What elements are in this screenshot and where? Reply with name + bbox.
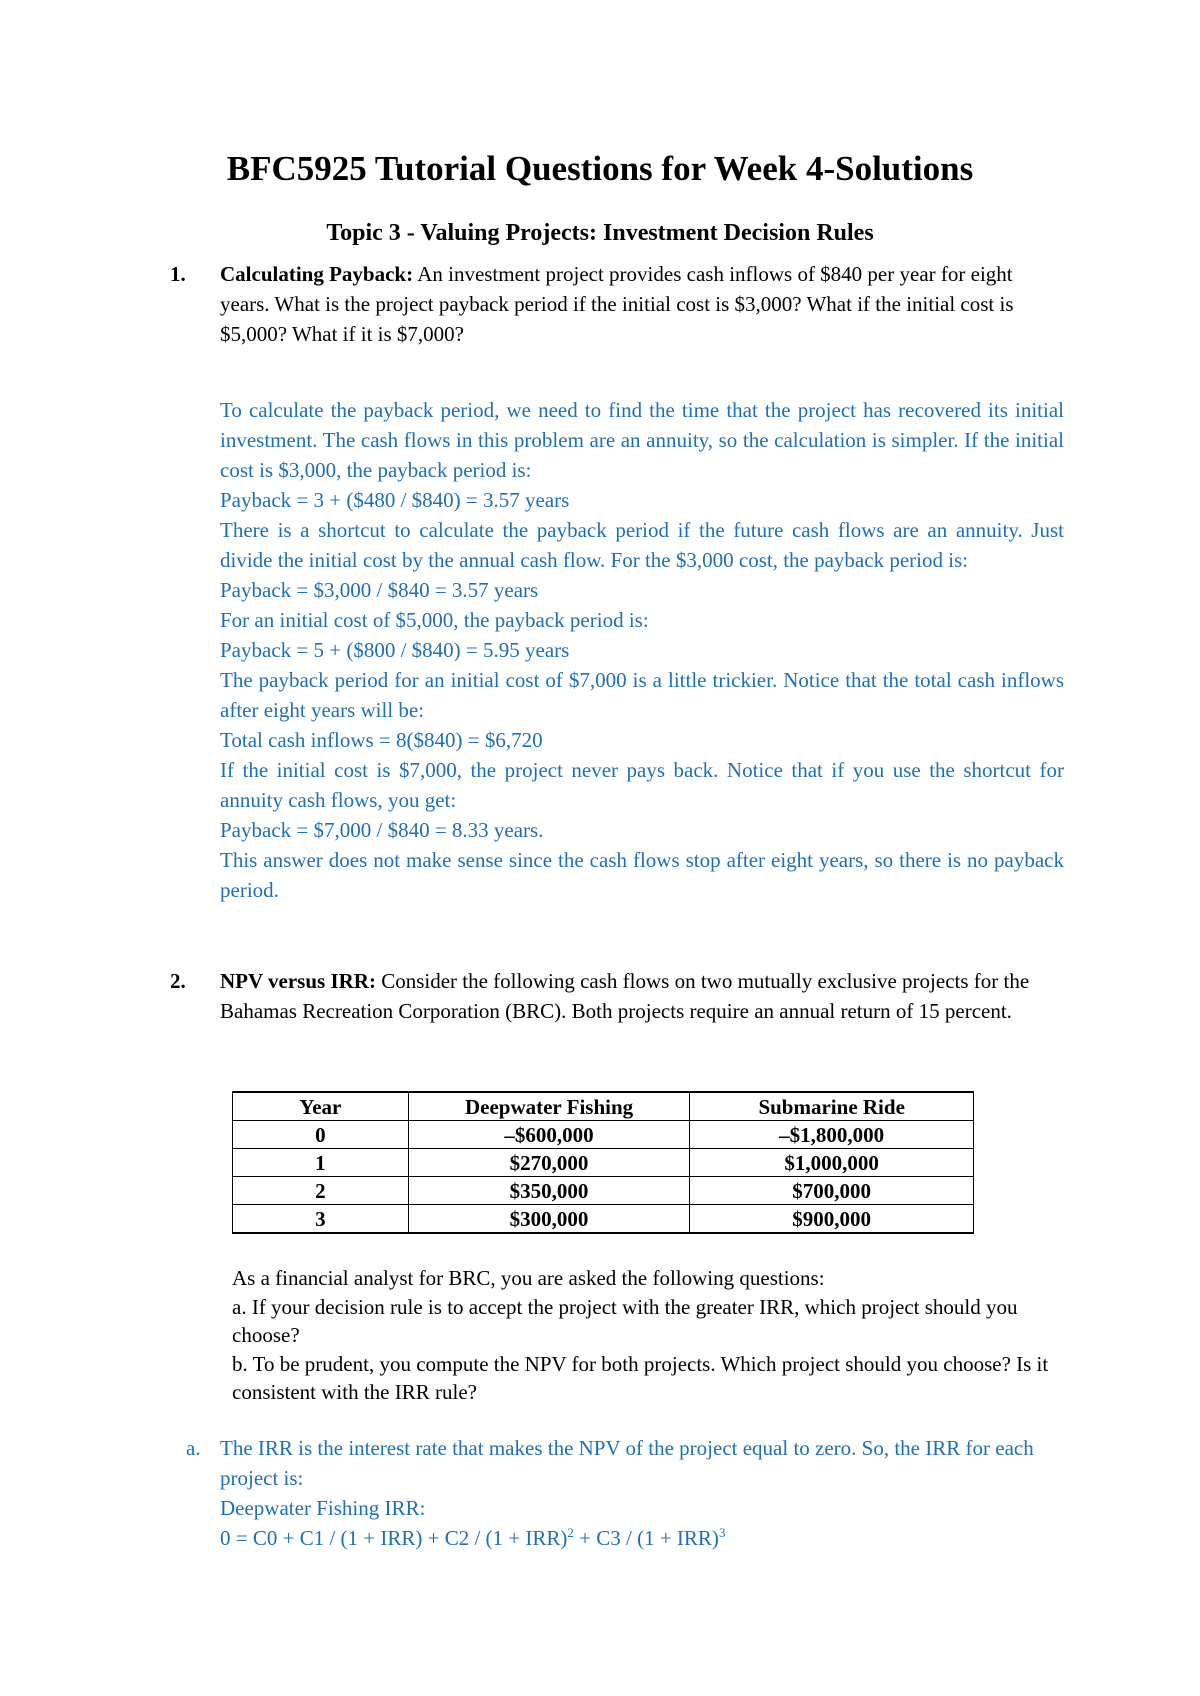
answer-formula: Payback = 3 + ($480 / $840) = 3.57 years [220, 488, 570, 512]
irr-formula [220, 1523, 1066, 1553]
table-row [233, 1205, 974, 1234]
answer-formula: Payback = $3,000 / $840 = 3.57 years [220, 578, 539, 602]
question-2-prompts [232, 1264, 1072, 1407]
table-row [233, 1177, 974, 1205]
answer-paragraph: If the initial cost is $7,000, the project never pays back. Notice that if you use the shortcut for annuity cash flows, you get: [220, 758, 1064, 812]
answer-paragraph: This answer does not make sense since the cash flows stop after eight years, so there is no payback period. [220, 848, 1064, 902]
table-cell: 1 [233, 1149, 409, 1177]
answer-paragraph: For an initial cost of $5,000, the payback period is: [220, 608, 649, 632]
table-cell: 2 [233, 1177, 409, 1205]
question-2-solution-a [186, 1433, 1066, 1553]
table-cell: 3 [233, 1205, 409, 1234]
cash-flow-table [232, 1091, 974, 1234]
question-1 [170, 259, 1056, 349]
table-header-row [233, 1092, 974, 1121]
prompt-a: a. If your decision rule is to accept the project with the greater IRR, which project should you choose? [232, 1294, 1018, 1347]
table-cell: –$600,000 [408, 1121, 690, 1149]
answer-paragraph: To calculate the payback period, we need to find the time that the project has recovered its initial investment. The cash flows in this problem are an annuity, so the calculation is simpler. If the initial cost is $3,000, the payback period is: [220, 398, 1064, 482]
question-text: An investment project provides cash inflows of $840 per year for eight years. What is the project payback period if the initial cost is $3,000? What if the initial cost is $5,000? What if it is $7,000? [220, 262, 1014, 346]
table-cell: 0 [233, 1121, 409, 1149]
table-row [233, 1149, 974, 1177]
table-cell: $300,000 [408, 1205, 690, 1234]
answer-paragraph: The payback period for an initial cost of $7,000 is a little trickier. Notice that the total cash inflows after eight years will be: [220, 668, 1064, 722]
table-cell: $350,000 [408, 1177, 690, 1205]
formula-part: + C3 / (1 + IRR) [573, 1526, 719, 1550]
solution-paragraph: The IRR is the interest rate that makes the NPV of the project equal to zero. So, the IRR for each project is: [220, 1436, 1034, 1490]
answer-formula: Payback = $7,000 / $840 = 8.33 years. [220, 818, 544, 842]
column-header: Submarine Ride [690, 1092, 974, 1121]
question-number: 1. [170, 262, 186, 286]
question-number: 2. [170, 969, 186, 993]
table-cell: $700,000 [690, 1177, 974, 1205]
question-heading: Calculating Payback: [220, 262, 414, 286]
solution-line: Deepwater Fishing IRR: [220, 1496, 426, 1520]
document-title: BFC5925 Tutorial Questions for Week 4-Solutions [226, 149, 974, 188]
formula-exponent: 3 [718, 1525, 726, 1540]
question-text: Consider the following cash flows on two mutually exclusive projects for the Bahamas Recreation Corporation (BRC). Both projects require an annual return of 15 percent. [220, 969, 1030, 1023]
question-heading: NPV versus IRR: [220, 969, 376, 993]
answer-formula: Total cash inflows = 8($840) = $6,720 [220, 728, 543, 752]
column-header: Year [233, 1092, 409, 1121]
table-cell: $270,000 [408, 1149, 690, 1177]
column-header: Deepwater Fishing [408, 1092, 690, 1121]
answer-paragraph: There is a shortcut to calculate the payback period if the future cash flows are an annuity. Just divide the initial cost by the annual cash flow. For the $3,000 cost, the payback period is: [220, 518, 1064, 572]
prompt-b: b. To be prudent, you compute the NPV for both projects. Which project should you choose? Is it consistent with the IRR rule? [232, 1351, 1049, 1404]
table-cell: $900,000 [690, 1205, 974, 1234]
document-subtitle: Topic 3 - Valuing Projects: Investment Decision Rules [326, 220, 874, 246]
solution-label: a. [186, 1436, 201, 1460]
table-row [233, 1121, 974, 1149]
answer-formula: Payback = 5 + ($800 / $840) = 5.95 years [220, 638, 570, 662]
table-cell: –$1,800,000 [690, 1121, 974, 1149]
formula-exponent: 2 [567, 1525, 574, 1540]
question-1-answer [220, 395, 1064, 905]
prompt-intro: As a financial analyst for BRC, you are asked the following questions: [232, 1266, 825, 1290]
formula-part: 0 = C0 + C1 / (1 + IRR) + C2 / (1 + IRR) [220, 1526, 568, 1550]
table-cell: $1,000,000 [690, 1149, 974, 1177]
question-2 [170, 966, 1056, 1026]
